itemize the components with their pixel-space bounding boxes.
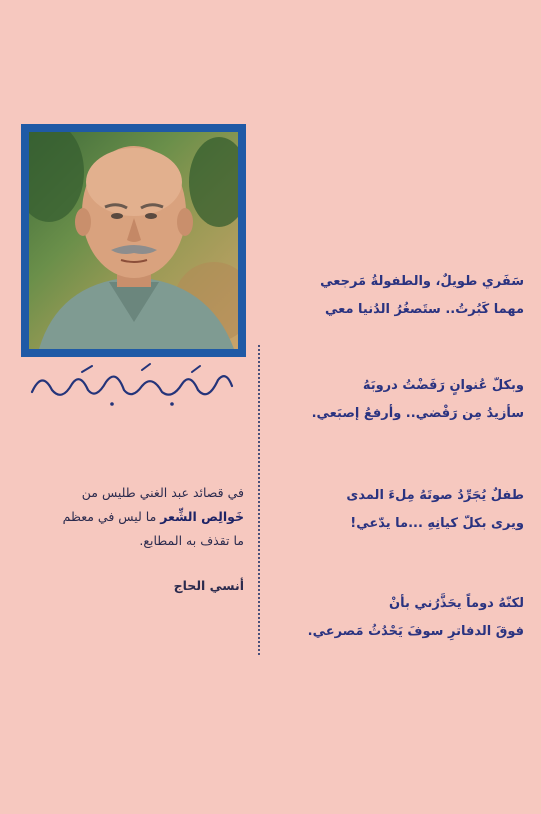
poem-line: مهما كَبُرتُ.. ستَصغُرُ الدُنيا معي (324, 302, 524, 317)
author-signature (22, 360, 240, 410)
poem-line: فوقَ الدفاترِ سوفَ يَحْدُثُ مَصرعي. (307, 624, 524, 639)
poem-line: سَفَري طويلٌ، والطفولةُ مَرجعي (320, 274, 524, 289)
author-photo-frame (21, 124, 246, 357)
poem-line: ويرى بكلّ كيانِهِ ...ما يدّعي! (350, 516, 524, 531)
poem-line: طفلٌ يُجَرِّدُ صوتَهُ مِلءَ المدى (346, 488, 524, 503)
quote-line: في قصائد عبد الغني طليس من (81, 485, 244, 500)
quote-emphasis: خَوالِص الشِّعر (160, 509, 244, 524)
quote-line (32, 505, 244, 529)
quote-text: ما ليس في معظم (62, 509, 161, 524)
poem-line: وبكلّ عُنوانٍ رَفَضْتُ دروبَهُ (362, 378, 524, 393)
quote-line: ما تقذف به المطابع. (139, 533, 244, 548)
signature-graphic (22, 360, 240, 410)
quote-author: أنسي الحاج (173, 578, 244, 593)
author-photo (29, 132, 238, 349)
poem-stanza (312, 372, 524, 428)
poem-line: لكنّهُ دوماً يحَذَّرُني بأنْ (388, 596, 524, 611)
portrait-illustration (29, 132, 238, 349)
poem-line: سأزيدُ مِن رَفْضي.. وأرفعُ إصبَعي. (311, 406, 524, 421)
poem-stanza (320, 268, 524, 324)
critic-quote (32, 481, 244, 553)
poem-stanza (308, 590, 524, 646)
column-divider (258, 345, 260, 655)
poem-stanza (346, 482, 524, 538)
